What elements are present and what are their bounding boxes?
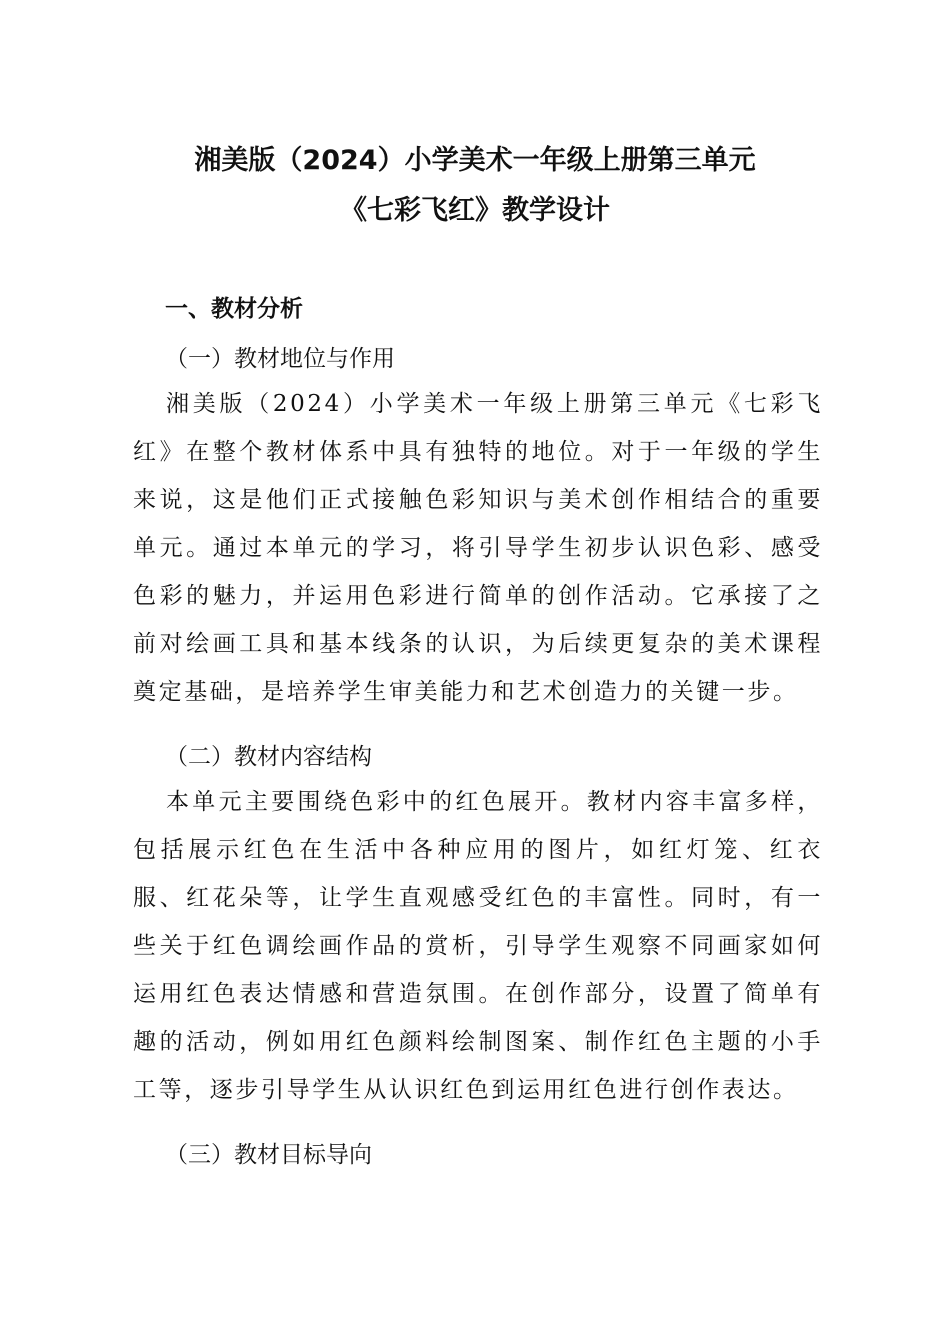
subsection-heading-content-structure: （二）教材内容结构 [165, 744, 372, 770]
paragraph-position-role: 湘美版（2024）小学美术一年级上册第三单元《七彩飞红》在整个教材体系中具有独特的地位。对于一年级的学生来说，这是他们正式接触色彩知识与美术创作相结合的重要单元。通过本单元的学习，将引导学生初步认识色彩、感受色彩的魅力，并运用色彩进行简单的创作活动。它承接了之前对绘画工具和基本线条的认识，为后续更复杂的美术课程奠定基础，是培养学生审美能力和艺术创造力的关键一步。 [133, 391, 823, 705]
document-title-line2: 《七彩飞红》教学设计 [340, 195, 610, 226]
paragraph-content-structure: 本单元主要围绕色彩中的红色展开。教材内容丰富多样，包括展示红色在生活中各种应用的图片，如红灯笼、红衣服、红花朵等，让学生直观感受红色的丰富性。同时，有一些关于红色调绘画作品的赏析，引导学生观察不同画家如何运用红色表达情感和营造氛围。在创作部分，设置了简单有趣的活动，例如用红色颜料绘制图案、制作红色主题的小手工等，逐步引导学生从认识红色到运用红色进行创作表达。 [133, 789, 823, 1103]
section-heading-textbook-analysis: 一、教材分析 [165, 296, 303, 322]
subsection-heading-goal-orientation: （三）教材目标导向 [165, 1142, 372, 1168]
document-title-line1: 湘美版（2024）小学美术一年级上册第三单元 [194, 145, 756, 176]
subsection-heading-position-role: （一）教材地位与作用 [165, 346, 395, 372]
